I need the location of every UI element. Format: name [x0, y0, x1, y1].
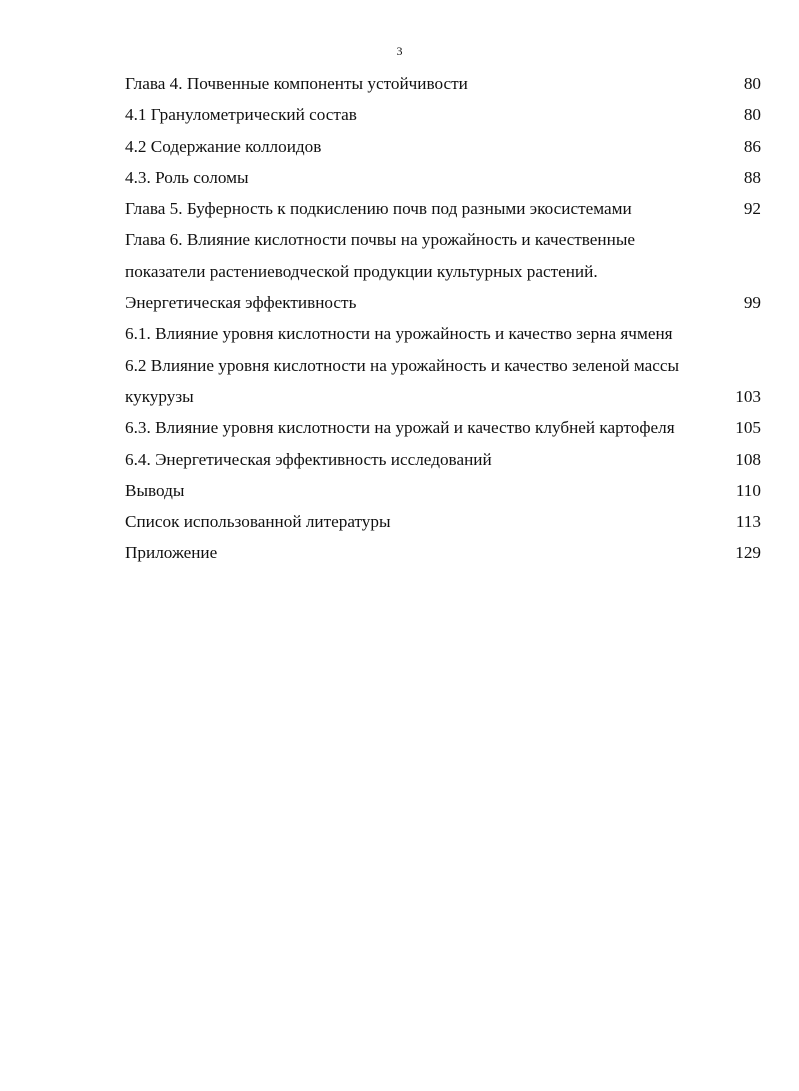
- toc-entry-page: 86: [743, 136, 761, 156]
- table-of-contents: [125, 68, 765, 569]
- page-number: 3: [396, 44, 403, 58]
- toc-entry: [125, 444, 765, 475]
- toc-entry-page: 103: [735, 386, 761, 406]
- toc-entry-title: 6.3. Влияние уровня кислотности на урожай и качество клубней картофеля: [125, 418, 675, 438]
- toc-entry: [125, 506, 765, 537]
- toc-entry: [125, 412, 765, 443]
- toc-entry: [125, 475, 765, 506]
- toc-entry-page: 80: [743, 105, 761, 125]
- toc-entry: [125, 99, 765, 130]
- toc-entry-page: 110: [735, 480, 761, 500]
- toc-entry-page: 113: [735, 512, 761, 532]
- toc-entry-page: 108: [735, 449, 761, 469]
- toc-entry: [125, 318, 765, 349]
- toc-entry: [125, 68, 765, 99]
- toc-entry-title: 4.2 Содержание коллоидов: [125, 136, 322, 156]
- toc-entry-page: 92: [743, 199, 761, 219]
- toc-entry-page: 80: [743, 74, 761, 93]
- toc-entry-title: Глава 4. Почвенные компоненты устойчивости: [125, 74, 468, 93]
- toc-entry-title: 6.2 Влияние уровня кислотности на урожайность и качество зеленой массы: [125, 355, 680, 375]
- toc-entry: [125, 224, 765, 255]
- toc-entry-title: Приложение: [125, 543, 218, 563]
- toc-entry: [125, 537, 765, 568]
- toc-entry-title: 4.1 Гранулометрический состав: [125, 105, 357, 125]
- toc-entry-title: Глава 5. Буферность к подкислению почв под разными экосистемами: [125, 199, 632, 219]
- toc-entry: [125, 162, 765, 193]
- toc-entry-title: показатели растениеводческой продукции культурных растений.: [125, 261, 598, 281]
- toc-entry-title: 6.4. Энергетическая эффективность исследований: [125, 449, 492, 469]
- toc-entry-title: Энергетическая эффективность: [125, 293, 357, 313]
- toc-entry-title: Глава 6. Влияние кислотности почвы на урожайность и качественные: [125, 230, 636, 250]
- toc-entry-page: 99: [743, 293, 761, 313]
- toc-entry: [125, 131, 765, 162]
- toc-entry-title: Список использованной литературы: [125, 512, 391, 532]
- toc-entry: [125, 381, 765, 412]
- toc-entry-title: кукурузы: [125, 386, 194, 406]
- toc-entry: [125, 350, 765, 381]
- toc-entry-title: 6.1. Влияние уровня кислотности на урожайность и качество зерна ячменя: [125, 324, 673, 344]
- toc-entry-title: 4.3. Роль соломы: [125, 167, 249, 187]
- toc-entry: [125, 287, 765, 318]
- toc-entry-page: 105: [735, 418, 761, 438]
- toc-entry-title: Выводы: [125, 480, 185, 500]
- toc-entry: [125, 256, 765, 287]
- toc-entry: [125, 193, 765, 224]
- toc-entry-page: 88: [743, 167, 761, 187]
- toc-entry-page: 129: [735, 543, 761, 563]
